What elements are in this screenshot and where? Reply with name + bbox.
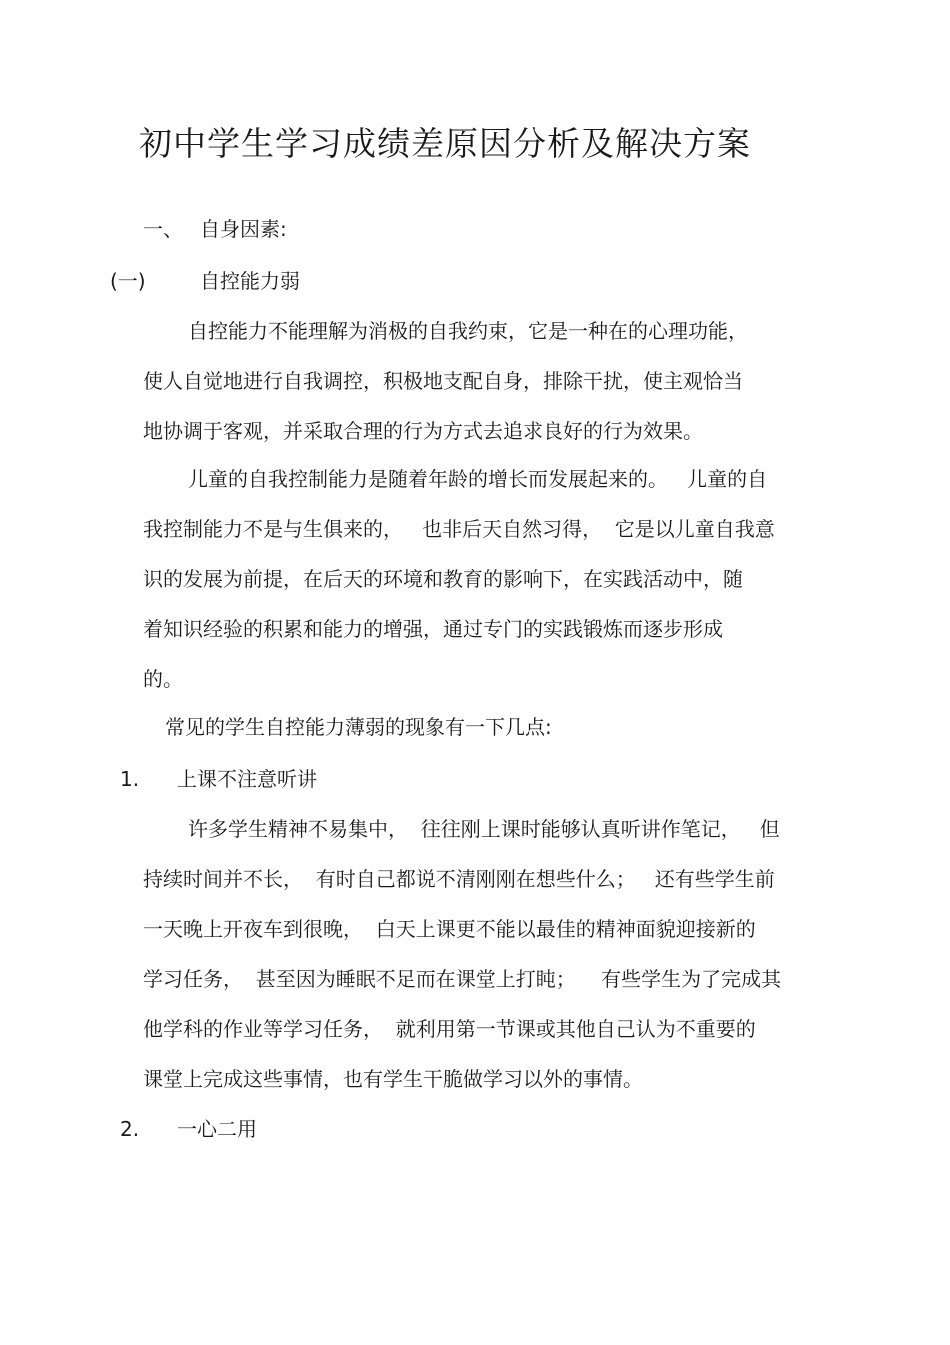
- paragraph-line: 许多学生精神不易集中， 往往刚上课时能够认真听讲作笔记， 但: [188, 817, 780, 841]
- list-item-heading: 一心二用: [177, 1117, 257, 1141]
- list-item-marker: 2.: [120, 1117, 140, 1141]
- list-item-marker: 1.: [120, 767, 140, 791]
- subsection-heading: 自控能力弱: [200, 269, 300, 293]
- section-marker: 一、: [143, 217, 183, 241]
- paragraph-line: 地协调于客观，并采取合理的行为方式去追求良好的行为效果。: [143, 419, 703, 443]
- paragraph-line: 使人自觉地进行自我调控，积极地支配自身，排除干扰，使主观恰当: [143, 369, 743, 393]
- document-title: 初中学生学习成绩差原因分析及解决方案: [139, 124, 751, 163]
- paragraph-line: 课堂上完成这些事情，也有学生干脆做学习以外的事情。: [143, 1067, 643, 1091]
- list-item-heading: 上课不注意听讲: [177, 767, 317, 791]
- paragraph-line: 他学科的作业等学习任务， 就利用第一节课或其他自己认为不重要的: [143, 1017, 756, 1041]
- section-heading: 自身因素:: [200, 217, 287, 241]
- paragraph-line: 持续时间并不长， 有时自己都说不清刚刚在想些什么； 还有些学生前: [143, 867, 775, 891]
- paragraph-line: 一天晚上开夜车到很晚， 白天上课更不能以最佳的精神面貌迎接新的: [143, 917, 756, 941]
- paragraph-line: 我控制能力不是与生俱来的， 也非后天自然习得， 它是以儿童自我意: [143, 517, 775, 541]
- paragraph-line: 识的发展为前提，在后天的环境和教育的影响下，在实践活动中，随: [143, 567, 743, 591]
- paragraph-line: 儿童的自我控制能力是随着年龄的增长而发展起来的。 儿童的自: [188, 467, 768, 491]
- paragraph-line: 学习任务， 甚至因为睡眠不足而在课堂上打盹； 有些学生为了完成其: [143, 967, 782, 991]
- subsection-marker: (一): [110, 269, 146, 293]
- paragraph-line: 的。: [143, 667, 183, 691]
- paragraph-line: 着知识经验的积累和能力的增强，通过专门的实践锻炼而逐步形成: [143, 617, 723, 641]
- list-intro: 常见的学生自控能力薄弱的现象有一下几点:: [165, 715, 552, 739]
- paragraph-line: 自控能力不能理解为消极的自我约束，它是一种在的心理功能，: [188, 319, 748, 343]
